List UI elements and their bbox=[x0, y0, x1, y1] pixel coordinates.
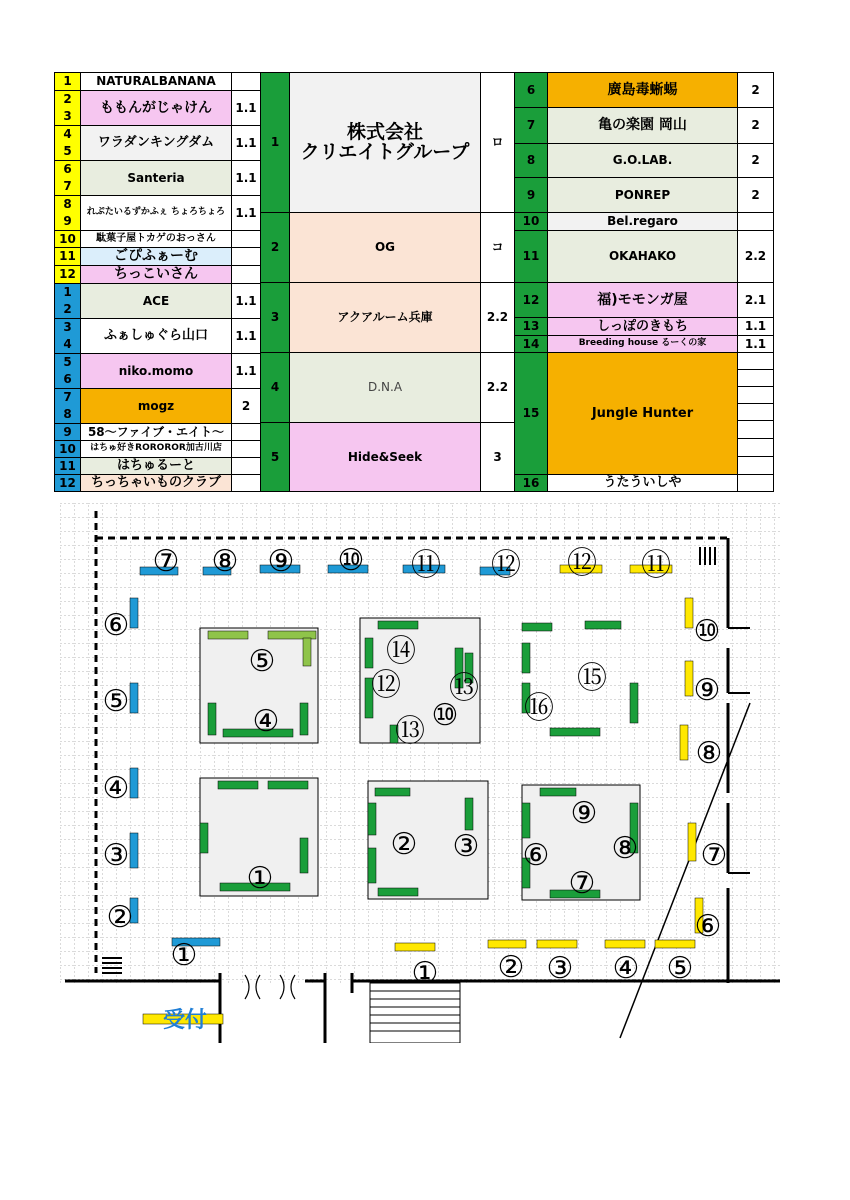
reception-label: 受付 bbox=[162, 1008, 208, 1033]
num-cell: 9 bbox=[54, 423, 81, 441]
booth-size bbox=[231, 440, 261, 458]
num-cell: 14 bbox=[514, 335, 548, 353]
marker-label: ⑨ bbox=[267, 544, 295, 579]
booth-name: 株式会社 クリエイトグループ bbox=[289, 72, 481, 213]
booth-name: niko.momo bbox=[80, 353, 232, 389]
booth-name: Hide&Seek bbox=[289, 422, 481, 492]
booth-name: OG bbox=[289, 212, 481, 283]
booth-name: 58〜ファイブ・エイト〜 bbox=[80, 423, 232, 441]
num-cell: 8 9 bbox=[54, 195, 81, 231]
num-cell: 13 bbox=[514, 317, 548, 336]
wall-entrance bbox=[220, 973, 352, 1043]
marker-label: ① bbox=[411, 956, 439, 991]
booth-size bbox=[231, 265, 261, 284]
num-cell: 1 2 bbox=[54, 283, 81, 319]
booth-name: mogz bbox=[80, 388, 232, 424]
booth-name: 福)モモンガ屋 bbox=[547, 282, 738, 318]
num-cell: 6 bbox=[514, 72, 548, 108]
booth-size: 2.2 bbox=[480, 352, 515, 423]
marker-label: ③ bbox=[546, 951, 574, 986]
num-cell: 16 bbox=[514, 474, 548, 492]
num-cell: 3 bbox=[260, 282, 290, 353]
booth-size bbox=[231, 230, 261, 248]
marker-label: ⑦ bbox=[152, 544, 180, 579]
booth-name: ごぴふぁーむ bbox=[80, 247, 232, 266]
floor-map bbox=[60, 503, 780, 1043]
empty-cell bbox=[737, 438, 774, 457]
marker-label: ⑩ bbox=[337, 543, 365, 578]
booth-name: ワラダンキングダム bbox=[80, 125, 232, 161]
marker-label: ③ bbox=[102, 838, 130, 873]
num-cell: 11 bbox=[54, 247, 81, 266]
booth-size bbox=[737, 212, 774, 231]
booth-name: 亀の楽園 岡山 bbox=[547, 107, 738, 144]
booth-size bbox=[231, 247, 261, 266]
booth-name: ちっちゃいものクラブ bbox=[80, 474, 232, 492]
booth-name: D.N.A bbox=[289, 352, 481, 423]
num-cell: 6 7 bbox=[54, 160, 81, 196]
booth-name: しっぽのきもち bbox=[547, 317, 738, 336]
booth-size: 2 bbox=[737, 143, 774, 178]
booth-size: 2 bbox=[737, 107, 774, 144]
marker-label: ⑯ bbox=[524, 691, 554, 726]
marker-label: ⑥ bbox=[522, 838, 550, 873]
booth-size bbox=[231, 423, 261, 441]
booth-size: 3 bbox=[480, 422, 515, 492]
num-cell: 10 bbox=[54, 230, 81, 248]
booth-size: 2.1 bbox=[737, 282, 774, 318]
num-cell: 2 bbox=[260, 212, 290, 283]
marker-label: ② bbox=[390, 827, 418, 862]
booth-size: コ bbox=[480, 212, 515, 283]
num-cell: 11 bbox=[54, 457, 81, 475]
booth-name: PONREP bbox=[547, 177, 738, 213]
empty-cell bbox=[737, 420, 774, 439]
booth-name: G.O.LAB. bbox=[547, 143, 738, 178]
num-cell: 1 bbox=[260, 72, 290, 213]
empty-cell bbox=[737, 456, 774, 475]
booth-name: ちっこいさん bbox=[80, 265, 232, 284]
booth-size: 1.1 bbox=[231, 195, 261, 231]
num-cell: 7 8 bbox=[54, 388, 81, 424]
booth-name: OKAHAKO bbox=[547, 230, 738, 283]
num-cell: 4 5 bbox=[54, 125, 81, 161]
booth-name: アクアルーム兵庫 bbox=[289, 282, 481, 353]
marker-label: ⑪ bbox=[411, 548, 441, 583]
marker-label: ⑤ bbox=[666, 951, 694, 986]
booth-name: はちゅるーと bbox=[80, 457, 232, 475]
booth-size: 2.2 bbox=[737, 230, 774, 283]
num-cell: 4 bbox=[260, 352, 290, 423]
booth-name: はちゅ好きROROROR加古川店 bbox=[80, 440, 232, 458]
booth-size: 1.1 bbox=[737, 317, 774, 336]
booth-name: ふぁしゅぐら山口 bbox=[80, 318, 232, 354]
booth-name: ACE bbox=[80, 283, 232, 319]
marker-label: ⑨ bbox=[693, 673, 721, 708]
marker-label: ① bbox=[170, 938, 198, 973]
booth-size bbox=[231, 457, 261, 475]
num-cell: 9 bbox=[514, 177, 548, 213]
booth-name: れぷたいるずかふぇ ちょろちょろ bbox=[80, 195, 232, 231]
marker-label: ⑮ bbox=[577, 661, 607, 696]
marker-label: ⑫ bbox=[371, 668, 401, 703]
booth-size: 1.1 bbox=[231, 90, 261, 126]
booth-size: 1.1 bbox=[231, 283, 261, 319]
empty-cell bbox=[737, 403, 774, 421]
booth-name: Bel.regaro bbox=[547, 212, 738, 231]
marker-label: ⑦ bbox=[568, 866, 596, 901]
num-cell: 5 bbox=[260, 422, 290, 492]
booth-name: NATURALBANANA bbox=[80, 72, 232, 91]
marker-label: ② bbox=[106, 900, 134, 935]
booth-name: Breeding house るーくの家 bbox=[547, 335, 738, 353]
marker-label: ⑤ bbox=[102, 684, 130, 719]
num-cell: 15 bbox=[514, 352, 548, 475]
booth-name: Santeria bbox=[80, 160, 232, 196]
num-cell: 10 bbox=[54, 440, 81, 458]
empty-cell bbox=[737, 369, 774, 387]
num-cell: 8 bbox=[514, 143, 548, 178]
marker-label: ⑬ bbox=[449, 671, 479, 706]
marker-label: ⑫ bbox=[491, 548, 521, 583]
empty-cell bbox=[737, 352, 774, 370]
marker-label: ⑭ bbox=[386, 634, 416, 669]
marker-label: ⑥ bbox=[102, 608, 130, 643]
booth-size: 2 bbox=[737, 177, 774, 213]
marker-label: ⑨ bbox=[570, 796, 598, 831]
marker-label: ④ bbox=[612, 951, 640, 986]
marker-label: ① bbox=[246, 861, 274, 896]
marker-label: ③ bbox=[452, 829, 480, 864]
booth-name: ももんがじゃけん bbox=[80, 90, 232, 126]
marker-label: ⑪ bbox=[641, 548, 671, 583]
num-cell: 1 bbox=[54, 72, 81, 91]
booth-size: 1.1 bbox=[737, 335, 774, 353]
booth-size bbox=[231, 72, 261, 91]
marker-label: ④ bbox=[252, 704, 280, 739]
num-cell: 3 4 bbox=[54, 318, 81, 354]
booth-name: うたういしや bbox=[547, 474, 738, 492]
marker-label: ⑬ bbox=[395, 714, 425, 749]
booth-size: 2.2 bbox=[480, 282, 515, 353]
num-cell: 12 bbox=[54, 265, 81, 284]
num-cell: 7 bbox=[514, 107, 548, 144]
num-cell: 12 bbox=[514, 282, 548, 318]
num-cell: 2 3 bbox=[54, 90, 81, 126]
num-cell: 5 6 bbox=[54, 353, 81, 389]
marker-label: ⑧ bbox=[211, 544, 239, 579]
booth-name: Jungle Hunter bbox=[547, 352, 738, 475]
booth-table bbox=[0, 0, 850, 500]
booth-size: 1.1 bbox=[231, 160, 261, 196]
num-cell: 12 bbox=[54, 474, 81, 492]
booth-size: 1.1 bbox=[231, 125, 261, 161]
num-cell: 11 bbox=[514, 230, 548, 283]
marker-label: ⑩ bbox=[431, 698, 459, 733]
marker-label: ② bbox=[497, 950, 525, 985]
floor-map-svg bbox=[60, 503, 780, 1043]
marker-label: ⑧ bbox=[611, 831, 639, 866]
booth-size bbox=[231, 474, 261, 492]
booth-size: 2 bbox=[231, 388, 261, 424]
marker-label: ④ bbox=[102, 771, 130, 806]
booth-size: 1.1 bbox=[231, 353, 261, 389]
marker-label: ⑩ bbox=[693, 614, 721, 649]
marker-label: ⑤ bbox=[248, 644, 276, 679]
marker-label: ⑫ bbox=[567, 546, 597, 581]
booth-name: 廣島毒蜥蜴 bbox=[547, 72, 738, 108]
stairs bbox=[370, 983, 460, 1043]
marker-label: ⑧ bbox=[695, 736, 723, 771]
booth-size: 2 bbox=[737, 72, 774, 108]
marker-label: ⑦ bbox=[700, 838, 728, 873]
marker-label: ⑥ bbox=[694, 909, 722, 944]
booth-name: 駄菓子屋トカゲのおっさん bbox=[80, 230, 232, 248]
empty-cell bbox=[737, 386, 774, 404]
num-cell: 10 bbox=[514, 212, 548, 231]
booth-size: 1.1 bbox=[231, 318, 261, 354]
booth-size bbox=[737, 474, 774, 492]
booth-size: ロ bbox=[480, 72, 515, 213]
